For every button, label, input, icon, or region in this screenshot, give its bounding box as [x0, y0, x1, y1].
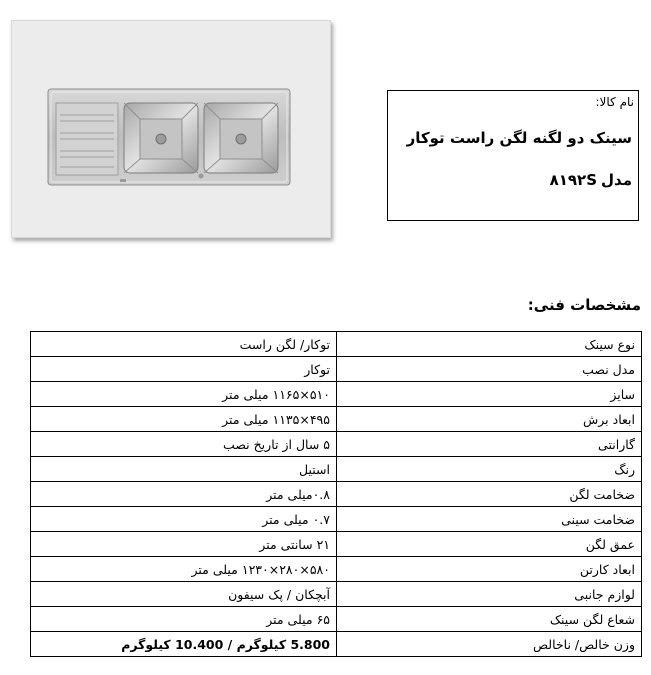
table-row	[31, 607, 642, 632]
product-model	[546, 171, 632, 189]
table-row	[31, 557, 642, 582]
spec-key: مدل نصب	[337, 357, 642, 382]
spec-value: توکار/ لگن راست	[31, 332, 337, 357]
table-row	[31, 507, 642, 532]
table-row	[31, 407, 642, 432]
product-name-label: نام کالا:	[595, 95, 634, 109]
spec-value: ۰.۸میلی متر	[31, 482, 337, 507]
spec-key: وزن خالص/ ناخالص	[337, 632, 642, 657]
spec-key: رنگ	[337, 457, 642, 482]
spec-key: ابعاد کارتن	[337, 557, 642, 582]
table-row	[31, 432, 642, 457]
spec-value: ۵۸۰×۲۸۰×۱۲۳۰ میلی متر	[31, 557, 337, 582]
table-row	[31, 332, 642, 357]
spec-key: نوع سینک	[337, 332, 642, 357]
spec-value: ۵۱۰×۱۱۶۵ میلی متر	[31, 382, 337, 407]
model-code: ۸۱۹۲S	[549, 171, 598, 189]
sink-illustration	[12, 21, 330, 237]
spec-value: ۶۵ میلی متر	[31, 607, 337, 632]
spec-value: 5.800 کیلوگرم / 10.400 کیلوگرم	[31, 632, 337, 657]
table-row	[31, 582, 642, 607]
table-row	[31, 357, 642, 382]
spec-value: توکار	[31, 357, 337, 382]
product-title: سینک دو لگنه لگن راست توکار	[406, 129, 632, 147]
specs-table	[30, 331, 642, 657]
product-name-box	[387, 90, 639, 221]
spec-key: ضخامت لگن	[337, 482, 642, 507]
spec-value: ۰.۷ میلی متر	[31, 507, 337, 532]
spec-key: ضخامت سینی	[337, 507, 642, 532]
table-row	[31, 482, 642, 507]
spec-key: عمق لگن	[337, 532, 642, 557]
product-photo	[11, 20, 331, 238]
specs-heading: مشخصات فنی:	[527, 296, 641, 314]
spec-key: سایز	[337, 382, 642, 407]
table-row	[31, 532, 642, 557]
model-prefix: مدل	[601, 171, 632, 189]
spec-key: شعاع لگن سینک	[337, 607, 642, 632]
spec-key: ابعاد برش	[337, 407, 642, 432]
table-row	[31, 632, 642, 657]
table-row	[31, 457, 642, 482]
spec-key: لوازم جانبی	[337, 582, 642, 607]
spec-value: ۲۱ سانتی متر	[31, 532, 337, 557]
spec-key: گارانتی	[337, 432, 642, 457]
spec-value: ۵ سال از تاریخ نصب	[31, 432, 337, 457]
spec-value: استیل	[31, 457, 337, 482]
spec-value: ۴۹۵×۱۱۳۵ میلی متر	[31, 407, 337, 432]
table-row	[31, 382, 642, 407]
spec-value: آبچکان / پک سیفون	[31, 582, 337, 607]
